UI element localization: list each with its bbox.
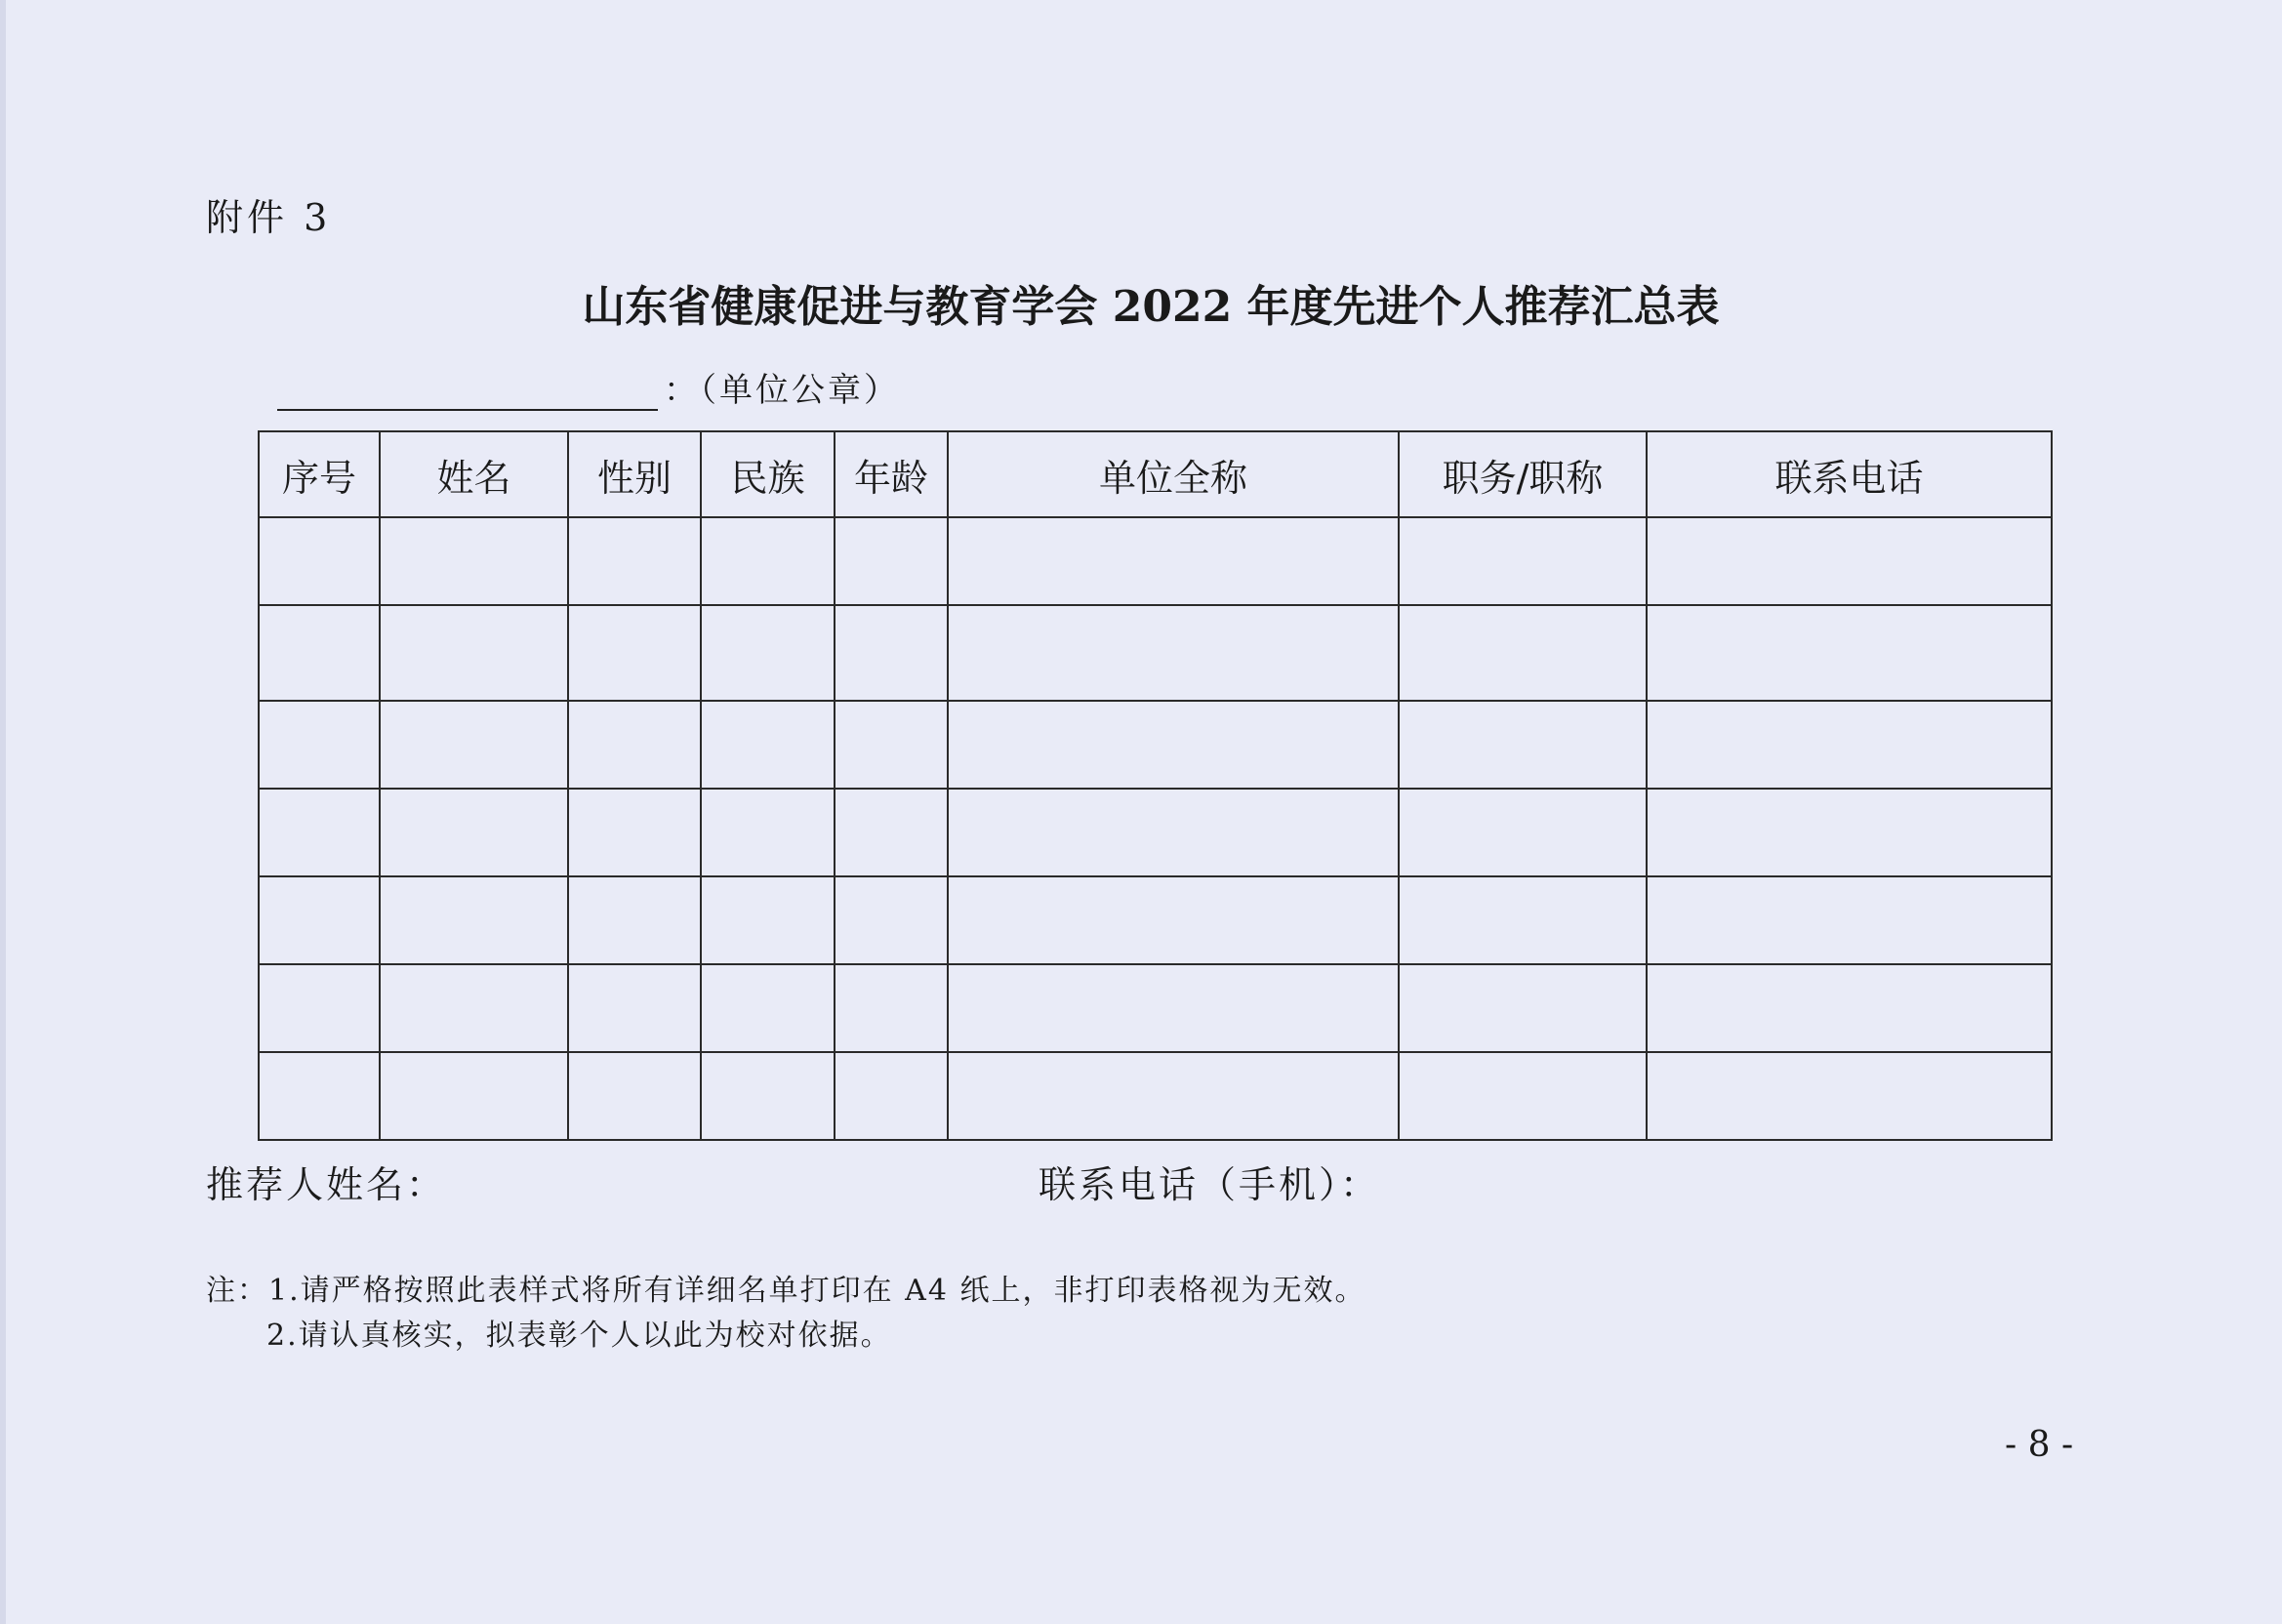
table-cell[interactable]	[948, 964, 1399, 1052]
table-cell[interactable]	[835, 964, 948, 1052]
nominee-summary-table	[258, 430, 2053, 1141]
table-cell[interactable]	[1647, 789, 2052, 876]
table-cell[interactable]	[1647, 876, 2052, 964]
table-cell[interactable]	[380, 964, 568, 1052]
table-cell[interactable]	[701, 517, 835, 605]
table-cell[interactable]	[380, 1052, 568, 1140]
table-cell[interactable]	[259, 701, 380, 789]
header-ethnicity: 民族	[701, 431, 835, 517]
table-cell[interactable]	[259, 605, 380, 701]
table-cell[interactable]	[1647, 605, 2052, 701]
table-cell[interactable]	[568, 605, 701, 701]
unit-seal-label: ：（单位公章）	[664, 371, 900, 410]
table-cell[interactable]	[259, 1052, 380, 1140]
table-cell[interactable]	[1399, 964, 1647, 1052]
table-cell[interactable]	[380, 876, 568, 964]
table-cell[interactable]	[1399, 517, 1647, 605]
table-row	[259, 517, 2052, 605]
header-gender: 性别	[568, 431, 701, 517]
table-cell[interactable]	[568, 701, 701, 789]
table-cell[interactable]	[568, 517, 701, 605]
table-cell[interactable]	[1647, 701, 2052, 789]
table-cell[interactable]	[701, 605, 835, 701]
note-line-2: 2.请认真核实，拟表彰个人以此为校对依据。	[266, 1319, 892, 1353]
table-cell[interactable]	[1647, 1052, 2052, 1140]
table-cell[interactable]	[1399, 876, 1647, 964]
header-index: 序号	[259, 431, 380, 517]
attachment-label: 附件 3	[206, 196, 332, 239]
table-cell[interactable]	[948, 876, 1399, 964]
table-cell[interactable]	[835, 605, 948, 701]
table-cell[interactable]	[835, 1052, 948, 1140]
scan-edge	[0, 0, 6, 1624]
table-cell[interactable]	[259, 517, 380, 605]
table-cell[interactable]	[380, 517, 568, 605]
table-cell[interactable]	[380, 701, 568, 789]
table-cell[interactable]	[835, 517, 948, 605]
table-row	[259, 1052, 2052, 1140]
header-name: 姓名	[380, 431, 568, 517]
table-cell[interactable]	[568, 876, 701, 964]
table-header-row	[259, 431, 2052, 517]
table-row	[259, 605, 2052, 701]
table-cell[interactable]	[380, 789, 568, 876]
table-cell[interactable]	[701, 789, 835, 876]
table-row	[259, 789, 2052, 876]
table-cell[interactable]	[1647, 517, 2052, 605]
table-cell[interactable]	[568, 964, 701, 1052]
header-unit-full-name: 单位全称	[948, 431, 1399, 517]
header-contact-phone: 联系电话	[1647, 431, 2052, 517]
unit-name-blank	[277, 372, 658, 411]
table-row	[259, 964, 2052, 1052]
table-cell[interactable]	[380, 605, 568, 701]
table-cell[interactable]	[835, 876, 948, 964]
header-position-title: 职务/职称	[1399, 431, 1647, 517]
table-cell[interactable]	[701, 701, 835, 789]
table-cell[interactable]	[948, 605, 1399, 701]
table-cell[interactable]	[1399, 701, 1647, 789]
note-line-1: 注：1.请严格按照此表样式将所有详细名单打印在 A4 纸上，非打印表格视为无效。	[206, 1274, 1366, 1308]
table-cell[interactable]	[948, 517, 1399, 605]
table-cell[interactable]	[1399, 789, 1647, 876]
table-cell[interactable]	[259, 876, 380, 964]
table-cell[interactable]	[948, 1052, 1399, 1140]
table-cell[interactable]	[1399, 605, 1647, 701]
table-cell[interactable]	[1399, 1052, 1647, 1140]
table-cell[interactable]	[835, 789, 948, 876]
table-cell[interactable]	[948, 701, 1399, 789]
unit-seal-line	[277, 363, 900, 411]
table-cell[interactable]	[948, 789, 1399, 876]
table-cell[interactable]	[835, 701, 948, 789]
table-cell[interactable]	[259, 964, 380, 1052]
page-number: - 8 -	[2005, 1425, 2074, 1465]
table-row	[259, 701, 2052, 789]
table-cell[interactable]	[568, 1052, 701, 1140]
header-age: 年龄	[835, 431, 948, 517]
table-cell[interactable]	[568, 789, 701, 876]
table-cell[interactable]	[701, 964, 835, 1052]
table-cell[interactable]	[701, 1052, 835, 1140]
table-row	[259, 876, 2052, 964]
table-cell[interactable]	[259, 789, 380, 876]
document-title: 山东省健康促进与教育学会 2022 年度先进个人推荐汇总表	[582, 282, 1720, 332]
table-cell[interactable]	[701, 876, 835, 964]
recommender-name-label: 推荐人姓名：	[206, 1163, 447, 1206]
table-cell[interactable]	[1647, 964, 2052, 1052]
mobile-phone-label: 联系电话（手机）：	[1039, 1163, 1381, 1206]
notes-section	[206, 1269, 1365, 1359]
